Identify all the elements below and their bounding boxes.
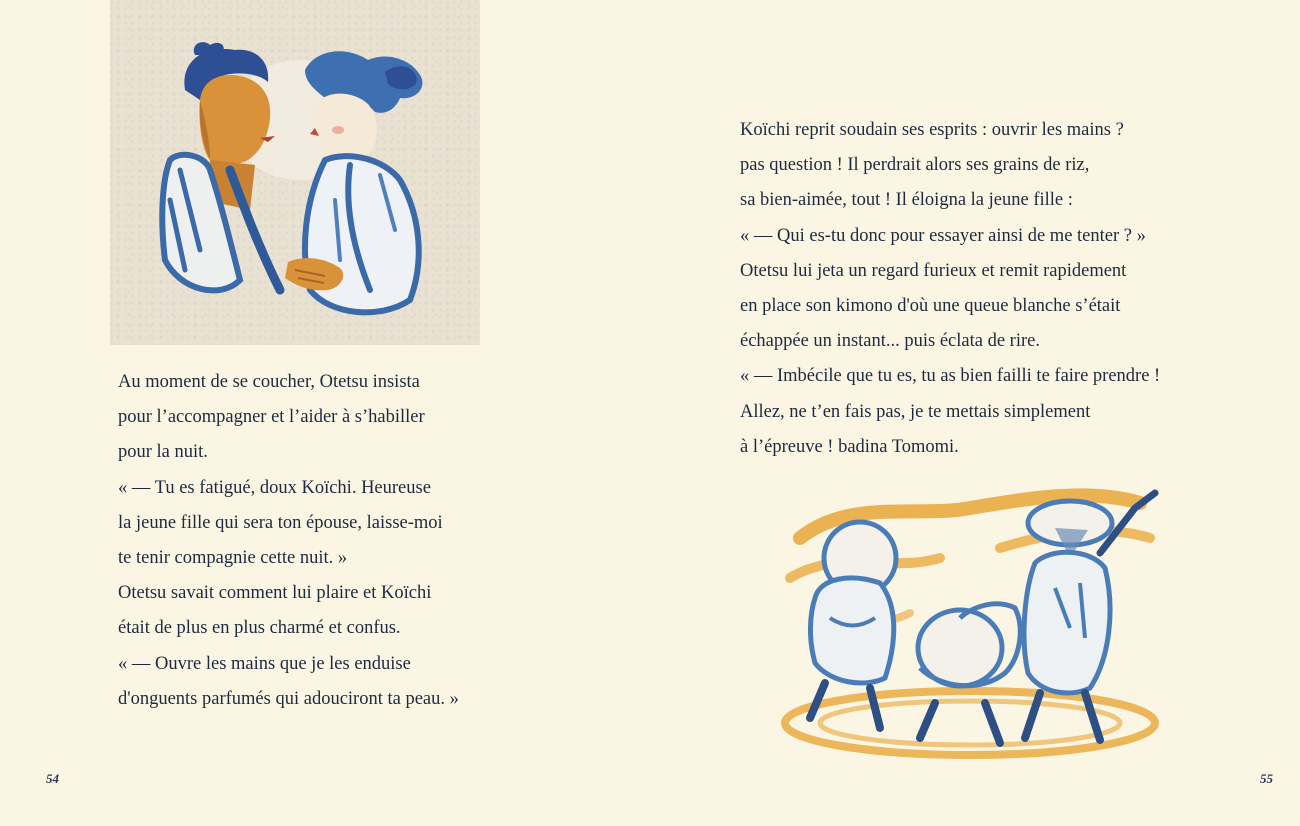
left-page-text <box>118 365 459 717</box>
text-line: Otetsu savait comment lui plaire et Koïchi <box>118 583 432 604</box>
text-line: à l’épreuve ! badina Tomomi. <box>740 436 959 457</box>
text-line: « — Ouvre les mains que je les enduise <box>118 653 411 674</box>
text-line: « — Tu es fatigué, doux Koïchi. Heureuse <box>118 477 431 498</box>
page-number-right: 55 <box>1260 771 1273 786</box>
text-line: la jeune fille qui sera ton épouse, laisse-moi <box>118 512 443 533</box>
right-page <box>650 0 1300 826</box>
text-line: d'onguents parfumés qui adouciront ta peau. » <box>118 688 459 709</box>
text-line: échappée un instant... puis éclata de rire. <box>740 331 1040 352</box>
text-line: te tenir compagnie cette nuit. » <box>118 548 348 569</box>
couple-illustration <box>110 0 480 345</box>
text-line: « — Qui es-tu donc pour essayer ainsi de me tenter ? » <box>740 225 1146 246</box>
text-line: Au moment de se coucher, Otetsu insista <box>118 372 420 392</box>
dancing-figures-illustration <box>770 478 1170 778</box>
text-line: pour l’accompagner et l’aider à s’habiller <box>118 407 425 428</box>
couple-illustration-art <box>110 0 480 345</box>
text-line: était de plus en plus charmé et confus. <box>118 618 401 639</box>
text-line: pas question ! Il perdrait alors ses grains de riz, <box>740 155 1090 176</box>
dancing-figures-art <box>770 478 1170 778</box>
right-page-text <box>740 113 1160 465</box>
text-line: Otetsu lui jeta un regard furieux et remit rapidement <box>740 260 1127 281</box>
page-number-left: 54 <box>46 771 59 786</box>
text-line: Koïchi reprit soudain ses esprits : ouvrir les mains ? <box>740 120 1124 140</box>
text-line: Allez, ne t’en fais pas, je te mettais simplement <box>740 401 1091 422</box>
text-line: « — Imbécile que tu es, tu as bien failli te faire prendre ! <box>740 366 1161 387</box>
text-line: pour la nuit. <box>118 442 208 463</box>
text-line: en place son kimono d'où une queue blanche s’était <box>740 296 1121 317</box>
text-line: sa bien-aimée, tout ! Il éloigna la jeune fille : <box>740 190 1073 211</box>
